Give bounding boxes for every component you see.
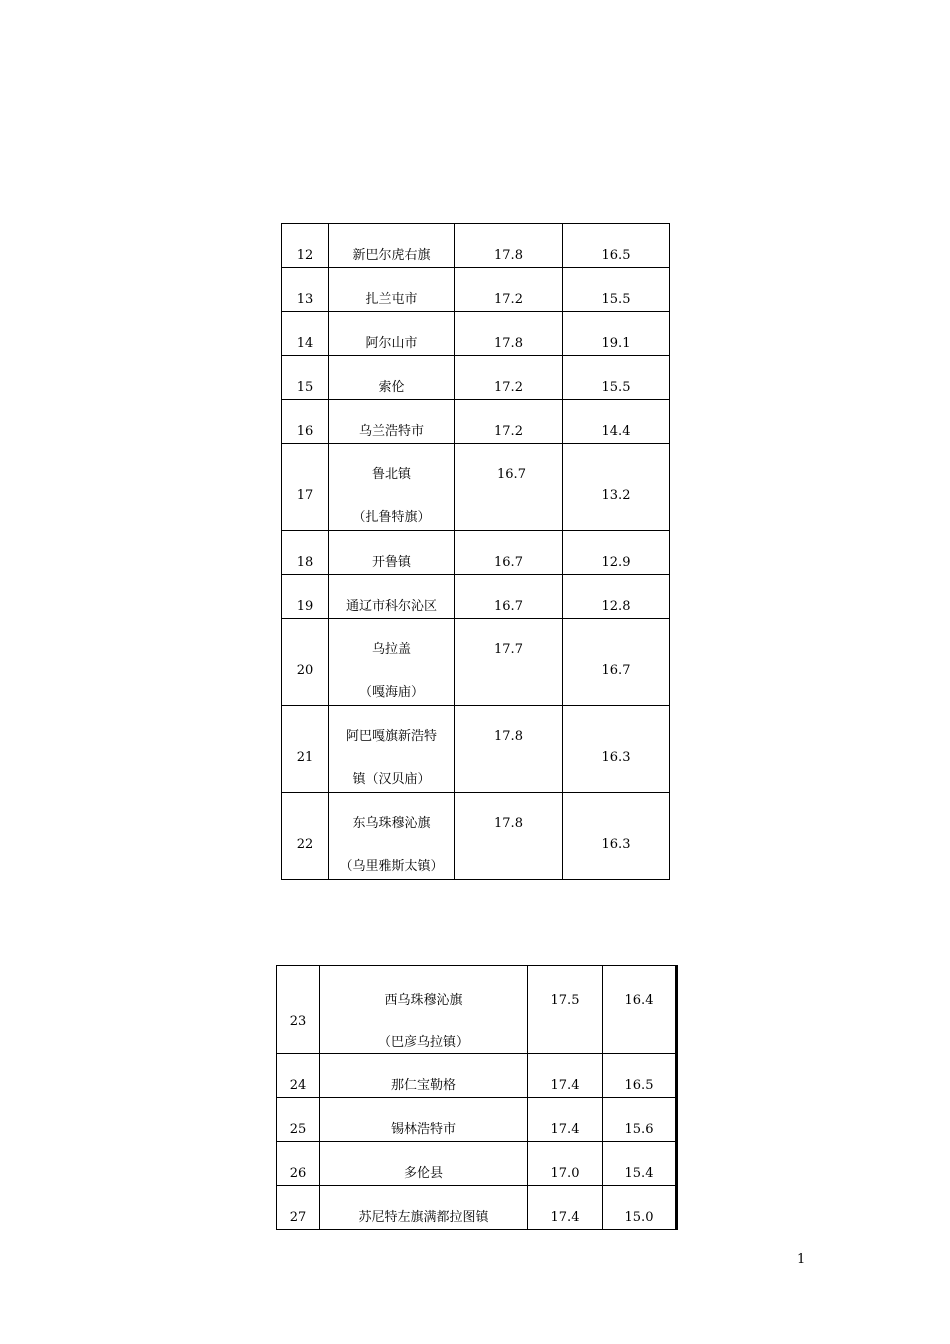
row-number-cell: 26 — [277, 1142, 320, 1186]
value-1-cell: 16.7 — [455, 575, 563, 619]
location-cell: 多伦县 — [320, 1142, 528, 1186]
value-2-cell: 19.1 — [563, 312, 670, 356]
value-1-cell: 17.5 — [528, 966, 603, 1054]
value-2-cell: 16.5 — [603, 1054, 677, 1098]
row-number-cell: 21 — [282, 706, 329, 793]
row-number-cell: 16 — [282, 400, 329, 444]
row-number-cell: 27 — [277, 1186, 320, 1230]
table-row — [282, 706, 670, 793]
location-cell: 鲁北镇 （扎鲁特旗） — [329, 444, 455, 531]
value-1-cell: 17.2 — [455, 400, 563, 444]
location-cell: 西乌珠穆沁旗 （巴彦乌拉镇） — [320, 966, 528, 1054]
page-number: 1 — [797, 1252, 806, 1267]
row-number-cell: 19 — [282, 575, 329, 619]
value-1-cell: 17.4 — [528, 1054, 603, 1098]
location-cell: 通辽市科尔沁区 — [329, 575, 455, 619]
location-cell: 扎兰屯市 — [329, 268, 455, 312]
location-cell: 索伦 — [329, 356, 455, 400]
row-number-cell: 23 — [277, 966, 320, 1054]
value-1-cell: 17.8 — [455, 706, 563, 793]
table-row — [282, 619, 670, 706]
location-cell: 锡林浩特市 — [320, 1098, 528, 1142]
table-row — [282, 444, 670, 531]
value-2-cell: 15.6 — [603, 1098, 677, 1142]
table-row — [282, 575, 670, 619]
value-1-cell: 17.4 — [528, 1186, 603, 1230]
value-2-cell: 12.8 — [563, 575, 670, 619]
location-cell: 新巴尔虎右旗 — [329, 224, 455, 268]
location-cell: 乌拉盖 （嘎海庙） — [329, 619, 455, 706]
location-cell: 乌兰浩特市 — [329, 400, 455, 444]
table-row — [277, 1054, 677, 1098]
location-cell: 阿巴嘎旗新浩特 镇（汉贝庙） — [329, 706, 455, 793]
value-1-cell: 17.8 — [455, 312, 563, 356]
location-cell: 东乌珠穆沁旗 （乌里雅斯太镇） — [329, 793, 455, 880]
value-2-cell: 16.5 — [563, 224, 670, 268]
value-1-cell: 16.7 — [455, 531, 563, 575]
row-number-cell: 14 — [282, 312, 329, 356]
value-1-cell: 17.7 — [455, 619, 563, 706]
table-row — [282, 356, 670, 400]
table-row — [282, 531, 670, 575]
value-1-cell: 17.2 — [455, 356, 563, 400]
value-2-cell: 12.9 — [563, 531, 670, 575]
table-row — [277, 1098, 677, 1142]
table-row — [282, 793, 670, 880]
row-number-cell: 20 — [282, 619, 329, 706]
value-1-cell: 17.0 — [528, 1142, 603, 1186]
value-2-cell: 13.2 — [563, 444, 670, 531]
value-2-cell: 15.0 — [603, 1186, 677, 1230]
table-row — [277, 1186, 677, 1230]
value-2-cell: 14.4 — [563, 400, 670, 444]
row-number-cell: 24 — [277, 1054, 320, 1098]
row-number-cell: 25 — [277, 1098, 320, 1142]
table-row — [282, 312, 670, 356]
value-2-cell: 15.4 — [603, 1142, 677, 1186]
location-cell: 阿尔山市 — [329, 312, 455, 356]
value-1-cell: 17.8 — [455, 793, 563, 880]
row-number-cell: 18 — [282, 531, 329, 575]
table-row — [282, 400, 670, 444]
table-row — [277, 1142, 677, 1186]
value-2-cell: 16.3 — [563, 793, 670, 880]
table-row — [277, 966, 677, 1054]
value-1-cell: 17.8 — [455, 224, 563, 268]
table-row — [282, 224, 670, 268]
climate-table-2 — [276, 965, 678, 1230]
location-cell: 那仁宝勒格 — [320, 1054, 528, 1098]
value-2-cell: 16.3 — [563, 706, 670, 793]
row-number-cell: 17 — [282, 444, 329, 531]
row-number-cell: 12 — [282, 224, 329, 268]
value-2-cell: 15.5 — [563, 268, 670, 312]
value-1-cell: 16.7 — [455, 444, 563, 531]
value-2-cell: 16.4 — [603, 966, 677, 1054]
value-2-cell: 15.5 — [563, 356, 670, 400]
climate-table-1 — [281, 223, 670, 880]
table-row — [282, 268, 670, 312]
location-cell: 苏尼特左旗满都拉图镇 — [320, 1186, 528, 1230]
value-1-cell: 17.2 — [455, 268, 563, 312]
location-cell: 开鲁镇 — [329, 531, 455, 575]
row-number-cell: 15 — [282, 356, 329, 400]
row-number-cell: 22 — [282, 793, 329, 880]
row-number-cell: 13 — [282, 268, 329, 312]
value-2-cell: 16.7 — [563, 619, 670, 706]
value-1-cell: 17.4 — [528, 1098, 603, 1142]
